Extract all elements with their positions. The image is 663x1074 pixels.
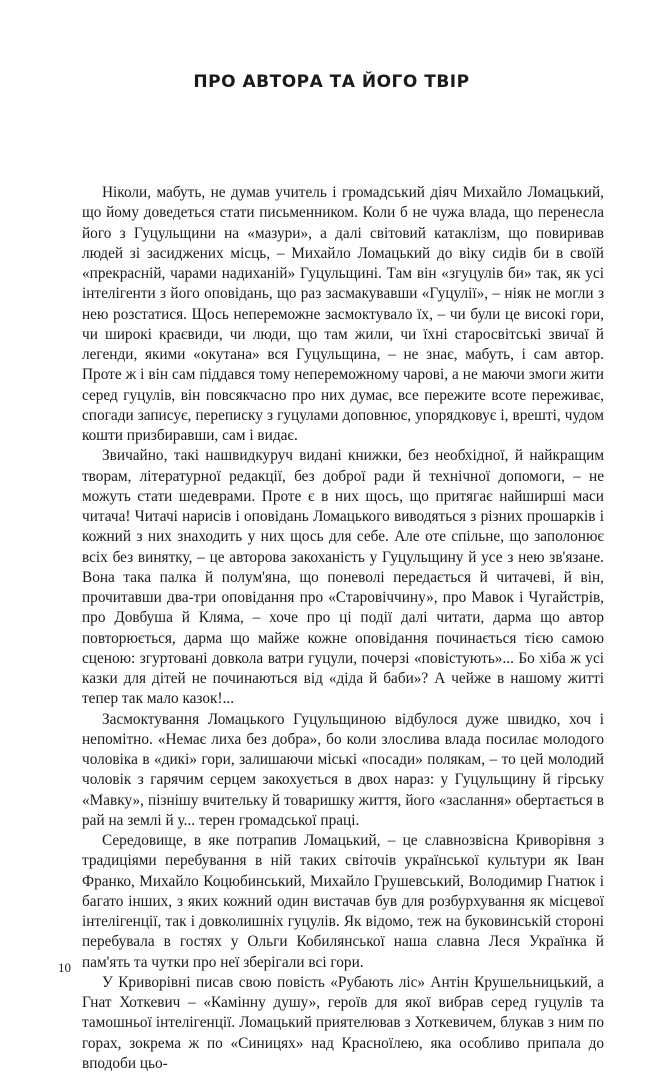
page-number: 10 [58,960,71,975]
paragraph: Засмоктування Ломацького Гуцульщиною відбулося дуже швидко, хоч і непомітно. «Немає лиха без добра», бо коли злослива влада посилає молодого чоловіка в «дикі» гори, залишаючи міські «посади» полякам, – то цей молодий чоловік з гарячим серцем закохується в двох нараз: у Гуцульщину й гірську «Мавку», пізнішу вчительку й товаришку життя, його «заслання» обертається в рай на землі й у... терен громадської праці. [82,710,604,829]
paragraph: Звичайно, такі нашвидкуруч видані книжки, без необхідної, й найкращим творам, літературної редакції, без доброї ради й технічної допомоги, – не можуть стати шедеврами. Проте є в них щось, що притягає найширші маси читача! Читачі нарисів і оповідань Ломацького виводяться з різних прошарків і кожний з них знаходить у них щось для себе. Але оте спільне, що заполонює всіх без винятку, – це авторова закоханість у Гуцульщину й усе з нею зв'язане. Вона така палка й полум'яна, що поневолі передається й читачеві, й він, прочитавши два-три оповідання про «Старовіччину», про Мавок і Чугайстрів, про Довбуша й Кляма, – хоче про ці події далі читати, дарма що автор повторюється, дарма що майже кожне оповідання починається тією самою сценою: згуртовані довкола ватри гуцули, почерзі «повістують»... Бо хіба ж усі казки для дітей не починаються від «діда й баби»? А чейже в нашому житті тепер так мало казок!... [82,447,604,708]
paragraph: Ніколи, мабуть, не думав учитель і громадський діяч Михайло Ломацький, що йому доведеться стати письменником. Коли б не чужа влада, що перенесла його з Гуцульщини на «мазури», а далі світовий катаклізм, що повиривав людей зі засиджених місць, – Михайло Ломацький до віку сидів би в своїй «прекрасній, чарами надиханій» Гуцульщині. Там він «згуцулів би» так, як усі інтелігенти з його оповідань, що раз засмакувавши «Гуцулії», – ніяк не могли з нею розстатися. Щось непереможне засмоктувало їх, – чи були це високі гори, чи широкі краєвиди, чи люди, що там жили, чи їхні старосвітські звичаї й легенди, якими «окутана» вся Гуцульщина, – не знає, мабуть, і сам автор. Проте ж і він сам піддався тому непереможному чарові, а не маючи змоги жити серед гуцулів, він повсякчасно про них думає, все пережите всоте переживає, спогади записує, переписку з гуцулами доповнює, упорядковує і, врешті, чудом кошти призбиравши, сам і видає. [82,184,604,444]
body-text [82,183,604,1074]
paragraph: У Криворівні писав свою повість «Рубають ліс» Антін Крушельницький, а Гнат Хоткевич – «Камінну душу», героїв для якої вибрав серед гуцулів та тамошньої інтелігенції. Ломацький приятелював з Хоткевичем, блукав з ним по горах, зокрема ж по «Синицях» над Красноїлею, яка особливо припала до вподоби цьо- [82,973,604,1072]
paragraph: Середовище, в яке потрапив Ломацький, – це славнозвісна Криворівня з традиціями перебування в ній таких світочів української культури як Іван Франко, Михайло Коцюбинський, Михайло Грушевський, Володимир Гнатюк і багато інших, з яких кожний один вистачав був для розбурхування як місцевої інтелігенції, так і довколишніх гуцулів. Як відомо, теж на буковинській стороні перебувала в гостях у Ольги Кобилянської наша славна Леся Українка й пам'ять та чутки про неї зберігали всі гори. [82,832,604,971]
page-title: ПРО АВТОРА ТА ЙОГО ТВІР [193,72,470,92]
